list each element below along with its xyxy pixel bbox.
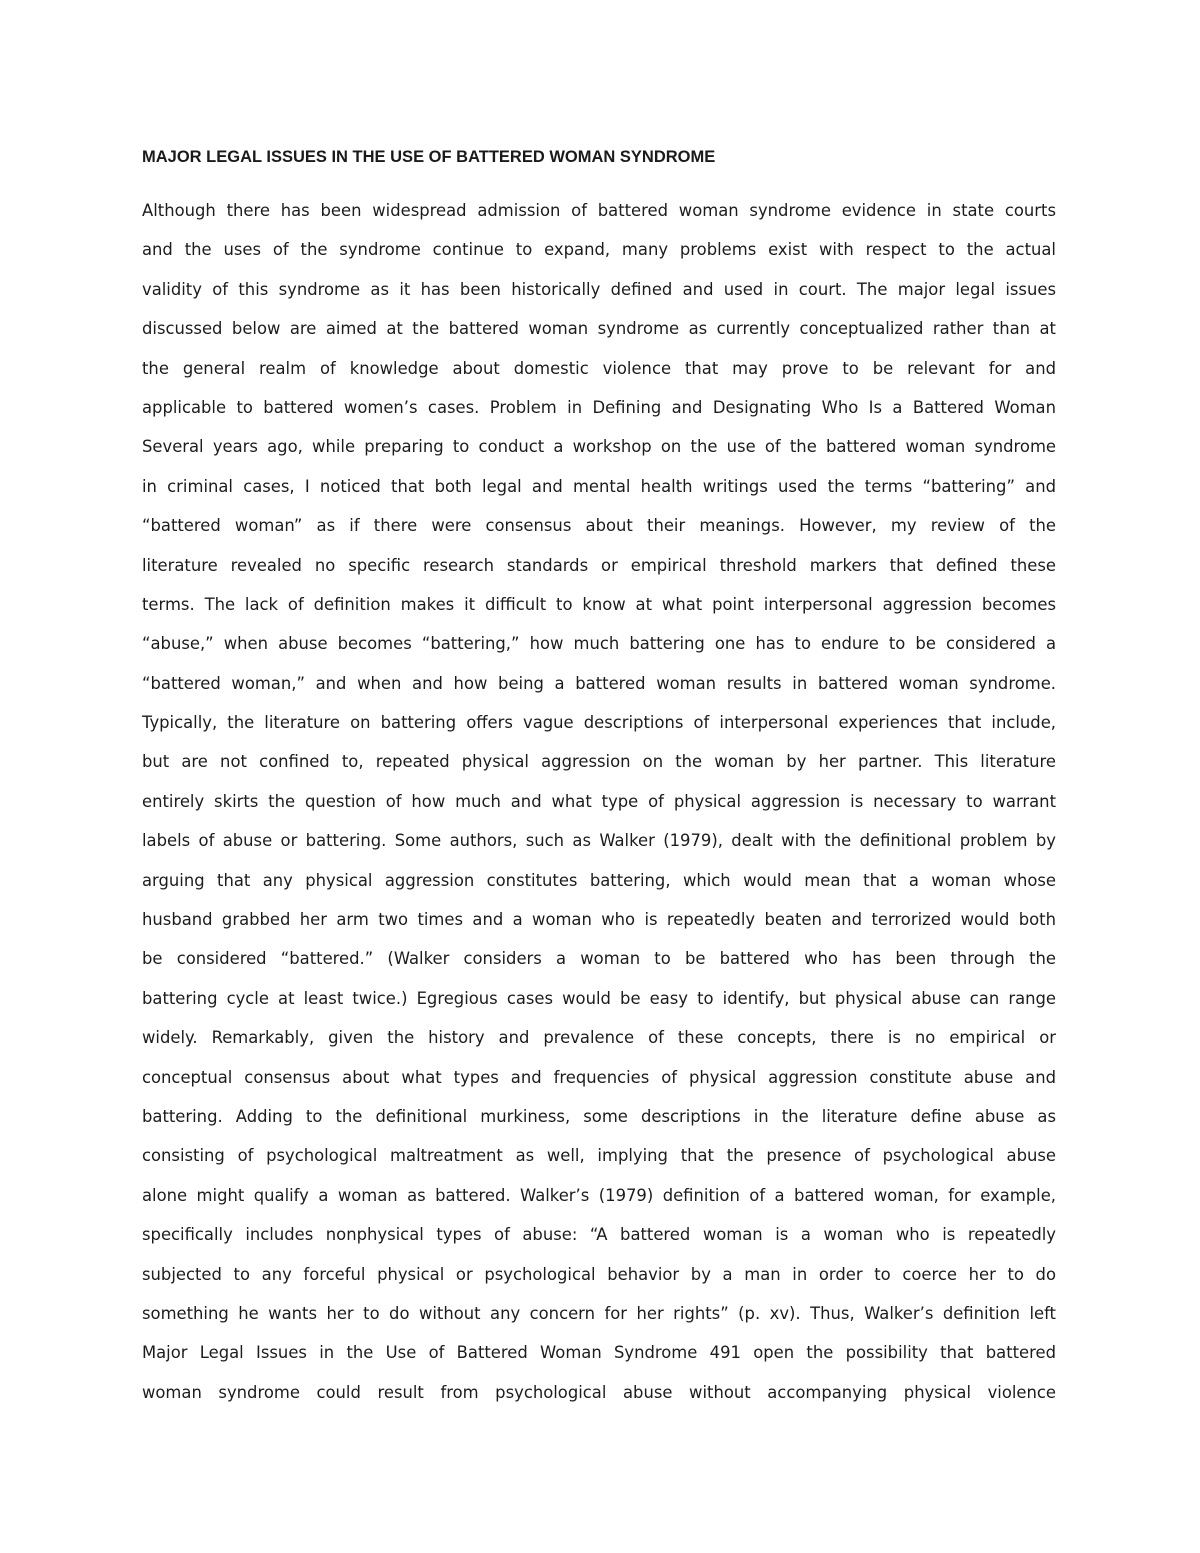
text-line: battering. Adding to the definitional murkiness, some descriptions in the literature define abuse as [142, 1106, 1056, 1126]
text-line: applicable to battered women’s cases. Problem in Defining and Designating Who Is a Battered Woman [142, 397, 1056, 417]
text-line: conceptual consensus about what types and frequencies of physical aggression constitute abuse and [142, 1067, 1056, 1087]
text-line: the general realm of knowledge about domestic violence that may prove to be relevant for and [142, 358, 1056, 378]
text-line: Typically, the literature on battering offers vague descriptions of interpersonal experiences that include, [142, 713, 1056, 733]
text-line: and the uses of the syndrome continue to expand, many problems exist with respect to the actual [142, 240, 1056, 260]
text-line: literature revealed no specific research standards or empirical threshold markers that defined these [142, 555, 1056, 575]
text-line: labels of abuse or battering. Some authors, such as Walker (1979), dealt with the definitional problem by [142, 831, 1056, 851]
text-line: battering cycle at least twice.) Egregious cases would be easy to identify, but physical abuse can range [142, 988, 1056, 1008]
text-line: husband grabbed her arm two times and a woman who is repeatedly beaten and terrorized would both [142, 910, 1056, 930]
text-line: validity of this syndrome as it has been historically defined and used in court. The major legal issues [142, 279, 1056, 299]
text-line: terms. The lack of definition makes it difficult to know at what point interpersonal aggression becomes [142, 594, 1056, 614]
text-line: entirely skirts the question of how much and what type of physical aggression is necessary to warrant [142, 791, 1056, 811]
text-line: but are not confined to, repeated physical aggression on the woman by her partner. This literature [142, 752, 1056, 772]
document-title: MAJOR LEGAL ISSUES IN THE USE OF BATTERED WOMAN SYNDROME [142, 148, 716, 166]
text-line: subjected to any forceful physical or psychological behavior by a man in order to coerce her to do [142, 1264, 1056, 1284]
text-line: something he wants her to do without any concern for her rights” (p. xv). Thus, Walker’s definition left [142, 1303, 1056, 1323]
text-line: Several years ago, while preparing to conduct a workshop on the use of the battered woman syndrome [142, 437, 1056, 457]
text-line: arguing that any physical aggression constitutes battering, which would mean that a woman whose [142, 870, 1056, 890]
text-line: be considered “battered.” (Walker considers a woman to be battered who has been through the [142, 949, 1056, 969]
text-line: discussed below are aimed at the battered woman syndrome as currently conceptualized rather than at [142, 319, 1056, 339]
text-line: Major Legal Issues in the Use of Battered Woman Syndrome 491 open the possibility that battered [142, 1343, 1056, 1363]
text-line: widely. Remarkably, given the history and prevalence of these concepts, there is no empirical or [142, 1028, 1056, 1048]
text-line: Although there has been widespread admission of battered woman syndrome evidence in state courts [142, 201, 1056, 220]
text-line: “battered woman,” and when and how being a battered woman results in battered woman syndrome. [142, 673, 1056, 693]
text-line: specifically includes nonphysical types of abuse: “A battered woman is a woman who is repeatedly [142, 1225, 1056, 1245]
text-line: “battered woman” as if there were consensus about their meanings. However, my review of the [142, 516, 1056, 536]
body-paragraph [142, 197, 1056, 1418]
text-line: woman syndrome could result from psychological abuse without accompanying physical violence [142, 1382, 1056, 1402]
text-line: alone might qualify a woman as battered. Walker’s (1979) definition of a battered woman, for example, [142, 1185, 1056, 1205]
text-line: consisting of psychological maltreatment as well, implying that the presence of psychological abuse [142, 1146, 1056, 1166]
text-line: in criminal cases, I noticed that both legal and mental health writings used the terms “battering” and [142, 476, 1056, 496]
text-line: “abuse,” when abuse becomes “battering,” how much battering one has to endure to be considered a [142, 634, 1056, 654]
